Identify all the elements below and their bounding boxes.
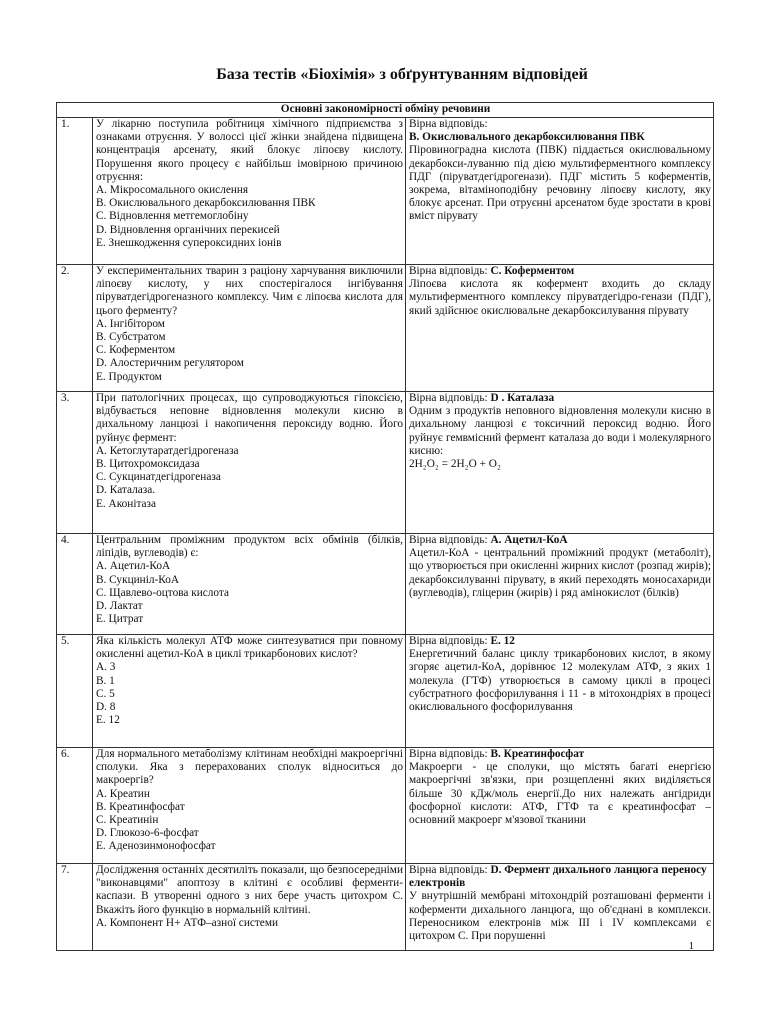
page-title: База тестів «Біохімія» з обґрунтуванням відповідей — [216, 66, 588, 83]
question-cell — [93, 635, 406, 748]
answer-option: D. 8 — [96, 701, 116, 714]
answer-option: C. Креатинін — [96, 814, 159, 827]
answer-option: C. Коферментом — [96, 344, 176, 357]
answer-option: C. Відновлення метгемоглобіну — [96, 210, 249, 223]
answer-option: B. Цитохромоксидаза — [96, 458, 200, 471]
answer-explanation: Одним з продуктів неповного відновлення молекули кисню в дихальному ланцюзі є токсичний пероксид водню. Його руйнує гемвмісний фермент каталаза до води і молекулярного кисню: — [409, 405, 712, 457]
answer-option: A. Кетоглутаратдегідрогеназа — [96, 444, 239, 457]
table-row — [57, 864, 714, 951]
answer-option: E. Аконітаза — [96, 497, 157, 510]
question-cell — [93, 864, 406, 951]
answer-label: Вірна відповідь: — [409, 864, 488, 876]
answer-explanation: У внутрішній мембрані мітохондрій розташовані ферменти і коферменти дихального ланцюга, що об'єднані в комплекси. Переносником електронів між ІІІ і IV комплексами є цитохром С. При порушенні — [409, 890, 712, 943]
answer-label: Вірна відповідь: — [409, 392, 488, 404]
table-row — [57, 392, 714, 534]
answer-option: E. Знешкодження супероксидних іонів — [96, 236, 282, 249]
question-cell — [93, 748, 406, 864]
answer-option: A. 3 — [96, 661, 116, 674]
answer-cell — [406, 265, 714, 392]
answer-explanation: Ліпоєва кислота як кофермент входить до складу мультиферментного комплексу піруватдегідро-генази (ПДГ), який здійснює окислювальне декарбоксилування пірувату — [409, 278, 712, 317]
answer-option: B. Окислювального декарбоксилювання ПВК — [96, 197, 316, 210]
answer-cell — [406, 118, 714, 265]
section-title: Основні закономірності обміну речовини — [57, 103, 714, 118]
answer-cell — [406, 748, 714, 864]
answer-option: A. Креатин — [96, 787, 150, 800]
question-text: Яка кількість молекул АТФ може синтезуватися при повному окисленні ацетил-КоА в циклі трикарбонових кислот? — [96, 635, 403, 661]
answer-label: Вірна відповідь: — [409, 118, 488, 130]
correct-answer: D . Каталаза — [490, 392, 555, 404]
correct-answer: C. Коферментом — [490, 265, 575, 277]
answer-cell — [406, 864, 714, 951]
correct-answer: B. Креатинфосфат — [490, 748, 585, 760]
answer-option: E. 12 — [96, 714, 120, 727]
answer-cell — [406, 534, 714, 635]
correct-answer: E. 12 — [490, 635, 515, 647]
question-text: Дослідження останніх десятиліть показали, що безпосередніми "виконавцями" апоптозу в клітині є особливі ферменти-каспази. В утворенні одного з них бере участь цитохром С. Вкажіть його функцію в нормальній клітині. — [96, 864, 403, 916]
answer-explanation: Піровиноградна кислота (ПВК) піддається окислювальному декарбокси-луванню під дією мультиферментного комплексу ПДГ (піруватдегідрогенази). ПДГ містить 5 коферментів, зокрема, вітаміноподібну речовину ліпоєву кислоту, яку блокує арсенат. При отруєнні арсенатом буде зростати в крові вміст пірувату — [409, 144, 712, 223]
question-text: Для нормального метаболізму клітинам необхідні макроергічні сполуки. Яка з перерахованих сполук відноситься до макроергів? — [96, 748, 403, 787]
question-text: У лікарню поступила робітниця хімічного підприємства з ознаками отруєння. У волоссі цієї жінки знайдена підвищена концентрація арсенату, який блокує ліпоєву кислоту. Порушення якого процесу є найбільш імовірною причиною отруєння: — [96, 118, 403, 183]
question-number: 3. — [57, 392, 93, 534]
answer-label: Вірна відповідь: — [409, 265, 488, 277]
answer-cell — [406, 392, 714, 534]
answer-option: A. Компонент Н+ АТФ–азної системи — [96, 916, 279, 929]
answer-explanation: Енергетичний баланс циклу трикарбонових кислот, в якому згоряє ацетил-КоА, дорівнює 12 молекулам АТФ, з яких 1 молекула (ГТФ) утворюється в самому циклі в процесі субстратного фосфорилування і 11 - в мітохондріях в процесі окислювального фосфорилування — [409, 648, 712, 714]
answer-explanation: Ацетил-КоА - центральний проміжний продукт (метаболіт), що утворюється при окисленні жирних кислот (розпад жирів); декарбоксилуванні пірувату, в який переходять моносахариди (вуглеводів), гліцерин (жирів) і ряд амінокислот (білків) — [409, 547, 712, 599]
question-cell — [93, 534, 406, 635]
answer-option: A. Інгібітором — [96, 317, 165, 330]
answer-option: D. Лактат — [96, 600, 143, 613]
correct-answer: D. Фермент дихального ланцюга переносу електронів — [409, 864, 707, 890]
answer-option: C. 5 — [96, 687, 115, 700]
question-number: 5. — [57, 635, 93, 748]
question-text: У експериментальних тварин з раціону харчування виключили ліпоєву кислоту, у них спостерігалося інгібування піруватдегідрогеназного комплексу. Чим є ліпоєва кислота для цього ферменту? — [96, 265, 403, 317]
answer-label: Вірна відповідь: — [409, 534, 488, 546]
table-row — [57, 265, 714, 392]
answer-option: B. Сукциніл-КоА — [96, 573, 180, 586]
table-row — [57, 118, 714, 265]
answer-option: D. Глюкозо-6-фосфат — [96, 827, 199, 840]
question-number: 7. — [57, 864, 93, 951]
answer-explanation: Макроерги - це сполуки, що містять багаті енергією макроергічні зв'язки, при розщепленні яких виділяється більше 30 кДж/моль енергії.До них належать ангідриди фосфорної кислоти: АТФ, ГТФ та є креатинфосфат – основний макроерг м'язової тканини — [409, 761, 712, 827]
answer-label: Вірна відповідь: — [409, 748, 488, 760]
answer-cell — [406, 635, 714, 748]
answer-option: D. Каталаза. — [96, 484, 156, 497]
page-number: 1 — [688, 940, 694, 952]
answer-option: E. Продуктом — [96, 370, 162, 383]
answer-option: D. Відновлення органічних перекисей — [96, 223, 280, 236]
question-text: При патологічних процесах, що супроводжуються гіпоксією, відбувається неповне відновлення молекули кисню в дихальному ланцюзі і накопичення пероксиду водню. Його руйнує фермент: — [96, 392, 403, 444]
answer-option: D. Алостеричним регулятором — [96, 357, 244, 370]
answer-option: B. Субстратом — [96, 331, 166, 344]
questions-table — [56, 102, 714, 951]
answer-option: B. Креатинфосфат — [96, 800, 185, 813]
question-cell — [93, 118, 406, 265]
answer-label: Вірна відповідь: — [409, 635, 488, 647]
correct-answer: B. Окислювального декарбоксилювання ПВК — [409, 131, 645, 144]
question-text: Центральним проміжним продуктом всіх обмінів (білків, ліпідів, вуглеводів) є: — [96, 534, 403, 560]
question-number: 2. — [57, 265, 93, 392]
question-cell — [93, 265, 406, 392]
section-row — [57, 103, 714, 118]
answer-option: E. Цитрат — [96, 613, 144, 626]
question-number: 6. — [57, 748, 93, 864]
table-row — [57, 534, 714, 635]
question-number: 1. — [57, 118, 93, 265]
reaction-formula: 2H₂O₂ = 2H₂O + O₂ — [409, 458, 501, 471]
answer-option: C. Сукцинатдегідрогеназа — [96, 471, 221, 484]
answer-option: A. Мікросомального окислення — [96, 184, 249, 197]
correct-answer: A. Ацетил-КоА — [490, 534, 568, 546]
answer-option: B. 1 — [96, 674, 115, 687]
answer-option: A. Ацетил-КоА — [96, 560, 171, 573]
answer-option: E. Аденозинмонофосфат — [96, 840, 216, 853]
question-cell — [93, 392, 406, 534]
question-number: 4. — [57, 534, 93, 635]
table-row — [57, 635, 714, 748]
table-row — [57, 748, 714, 864]
answer-option: C. Щавлево-оцтова кислота — [96, 586, 230, 599]
